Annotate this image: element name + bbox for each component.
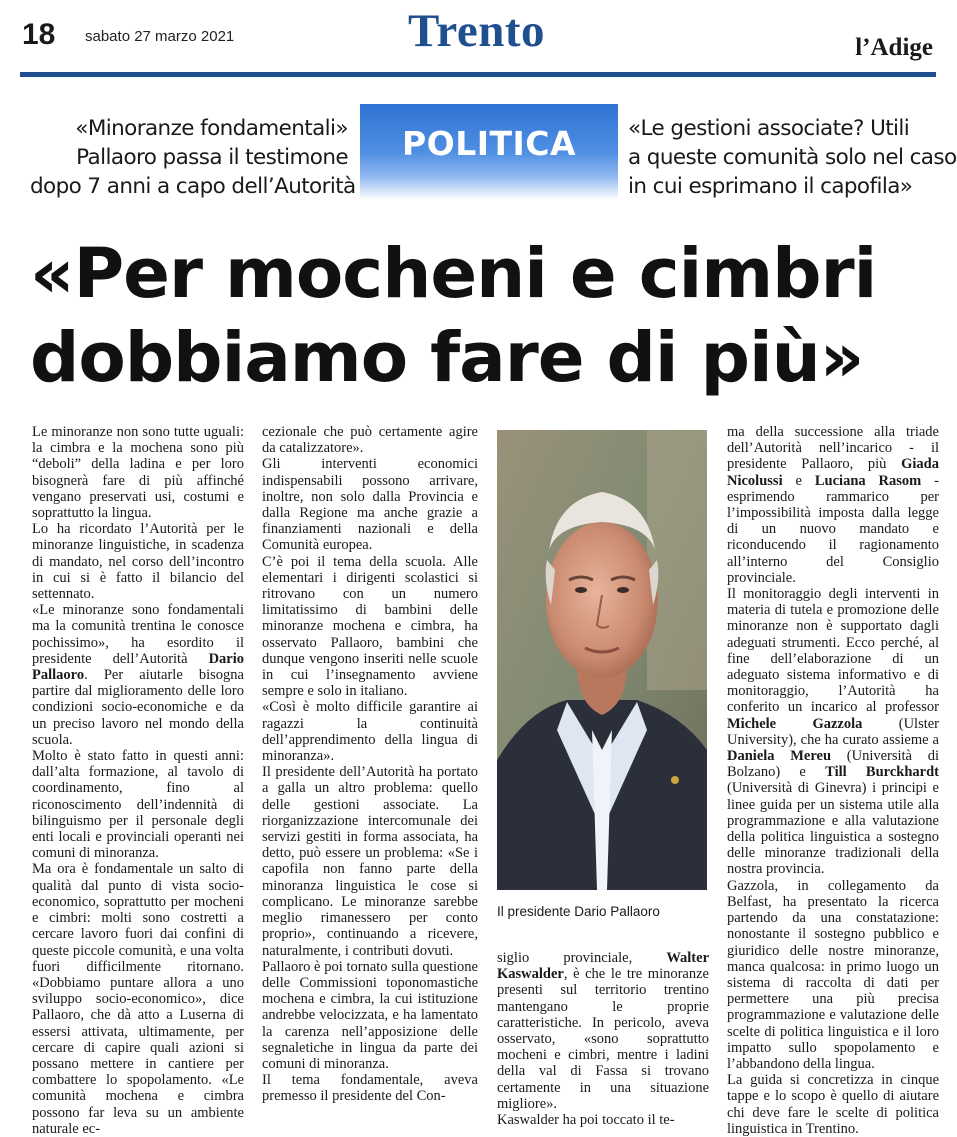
paragraph: Il presidente dell’Autorità ha portato a galla un altro problema: quello delle gestioni associate. La riorganizzazione intercomunale dei servizi gestiti in forma associata, ha detto, può essere un problema: «Se i capofila non fanno parte della minoranza linguistica le cose si complicano. Le minoranze sarebbe meglio rimanessero per conto proprio», continuando a ricevere, naturalmente, i contributi dovuti. [262,764,478,959]
masthead [0,0,953,80]
paragraph [497,950,709,1112]
text-run: , è che le tre minoranze presenti sul territorio trentino mantengano le proprie caratteristiche. In pericolo, aveva osservato, «sono soprattutto mocheni e cimbri, mentre i ladini della val di Fassa si trovano certamente in una situazione migliore». [497,966,709,1112]
text-run: «Le minoranze sono fondamentali ma la comunità trentina le conosce pochissimo», ha esordito il presidente dell’Autorità [32,602,244,667]
newspaper-logo: l’Adige [855,34,933,61]
paragraph: Molto è stato fatto in questi anni: dall’alta formazione, al tavolo di coordinamento, fino al riconoscimento dell’indennità di bilinguismo per il personale degli enti locali e provinciali operanti nei comuni di minoranza. [32,748,244,862]
paragraph [727,424,939,586]
person-name: Michele Gazzola [727,715,863,732]
paragraph: Le minoranze non sono tutte uguali: la cimbra e la mochena sono più “deboli” della ladina e per loro bisognerà fare di più affinché vengano preservati usi, costumi e soprattutto la lingua. [32,424,244,522]
page-number: 18 [22,18,56,51]
headline-line: «Per mocheni e cimbri [30,234,877,314]
headline [30,232,930,400]
person-name: Luciana Rasom [814,472,922,489]
article-column-3 [497,950,709,1128]
kicker-line: dopo 7 anni a capo dell’Autorità [30,174,356,199]
text-run: siglio provinciale, [497,950,633,966]
kicker-right [628,114,957,201]
headline-line: dobbiamo fare di più» [30,318,864,398]
person-name: Dario Pallaoro [32,650,245,684]
masthead-rule [20,72,936,77]
article-column-1 [32,424,244,1137]
paragraph: Gli interventi economici indispensabili possono arrivare, inoltre, non solo dalla Provincia e dalla Regione ma anche grazie a finanziamenti nazionali e della Comunità europea. [262,456,478,554]
paragraph: Lo ha ricordato l’Autorità per le minoranze linguistiche, in scadenza di mandato, nel corso dell’incontro in cui si è fatto il bilancio del settennato. [32,521,244,603]
kicker-line: in cui esprimano il capofila» [628,174,913,199]
kicker-line: «Minoranze fondamentali» [75,116,348,141]
paragraph: cezionale che può certamente agire da catalizzatore». [262,424,478,457]
page-date: sabato 27 marzo 2021 [85,28,235,45]
article-column-2 [262,424,478,1105]
person-name: Giada Nicolussi [727,456,939,489]
portrait-illustration [497,430,707,890]
photo-caption: Il presidente Dario Pallaoro [497,904,660,919]
paragraph: Gazzola, in collegamento da Belfast, ha presentato la ricerca partendo da una constatazione: nonostante il sostegno pubblico e giuridico delle nostre minoranze, manca qualcosa: in primo luogo un sistema di raccolta di dati per permettere una più precisa programmazione e valutazione delle scelte di politica linguistica e il loro impatto sullo spopolamento e l’abbandono della lingua. [727,877,939,1072]
kicker-line: Pallaoro passa il testimone [76,145,348,170]
paragraph [727,586,939,878]
kicker-line: «Le gestioni associate? Utili [628,116,910,141]
text-run: (Università di Bolzano) e [727,748,939,781]
article-column-4 [727,424,939,1137]
paragraph: Kaswalder ha poi toccato il te- [497,1112,675,1129]
text-run: ma della successione alla triade dell’Autorità nell’incarico - il presidente Pallaoro, più [727,424,939,473]
paragraph: Il tema fondamentale, aveva premesso il presidente del Con- [262,1072,478,1105]
paragraph: «Così è molto difficile garantire ai ragazzi la continuità dell’apprendimento della lingua di minoranza». [262,699,478,765]
text-run: e [795,472,802,489]
text-run: (Università di Ginevra) i principi e linee guida per un sistema utile alla programmazione e alla valutazione della politica linguistica a sostegno delle minoranze tradizionali della nostra provincia. [727,780,939,878]
paragraph [32,602,244,748]
kicker-line: a queste comunità solo nel caso [628,145,957,170]
kicker-left [30,114,356,201]
paragraph: Ma ora è fondamentale un salto di qualità dal punto di vista socio-economico, soprattutto per mocheni e cimbri: molti sono costretti a cercare lavoro fuori dai confini di queste piccole comunità, e una volta fuori difficilmente ritornano. «Dobbiamo puntare allora a uno sviluppo socio-economico», dice Pallaoro, che dà atto a Luserna di essersi attivata, ultimamente, per cercare di capire quali azioni si possano mettere in cantiere per combattere lo spopolamento. «Le comunità mochena e cimbra possono far leva su un ambiente naturale ec- [32,861,244,1137]
text-run: (Ulster University), che ha curato assieme a [727,715,939,748]
section-title: Trento [407,5,546,57]
text-run: Il monitoraggio degli interventi in materia di tutela e promozione delle minoranze non è supportato dagli adeguati strumenti. Ecco perché, al fine dell’elaborazione di un adeguato sistema informativo e di monitoraggio, l’Autorità ha conferito un incarico al professor [727,586,939,716]
portrait-photo [497,430,707,890]
rubric-label: POLITICA [401,124,577,163]
text-run: - esprimendo rammarico per l’impossibilità imposta dalla legge di un nuovo mandato e riconducendo il ragionamento all’interno del Consiglio provinciale. [727,472,940,586]
paragraph: Pallaoro è poi tornato sulla questione delle Commissioni toponomastiche mochena e cimbra, la cui istituzione andrebbe velocizzata, e ha lamentato la carenza nell’apposizione delle segnaletiche in lingua da parte dei comuni di minoranza. [262,958,478,1072]
person-name: Walter Kaswalder [497,950,710,983]
paragraph: C’è poi il tema della scuola. Alle elementari i dirigenti scolastici si ritrovano con un numero limitatissimo di bambini delle minoranze mochena e cimbra, ha osservato Pallaoro, bambini che dunque vengono inseriti nelle scuole in cui l’insegnamento avviene sempre e solo in italiano. [262,553,478,700]
person-name: Till Burckhardt [825,764,939,781]
rubric-badge [360,104,618,200]
text-run: . Per aiutarle bisogna partire dal miglioramento delle loro condizioni socio-economiche e da un preciso lavoro nel mondo della scuola. [32,667,244,748]
person-name: Daniela Mereu [727,748,832,765]
paragraph: La guida si concretizza in cinque tappe e lo scopo è quello di aiutare chi deve fare le scelte di politica linguistica in Trentino. [727,1072,939,1137]
